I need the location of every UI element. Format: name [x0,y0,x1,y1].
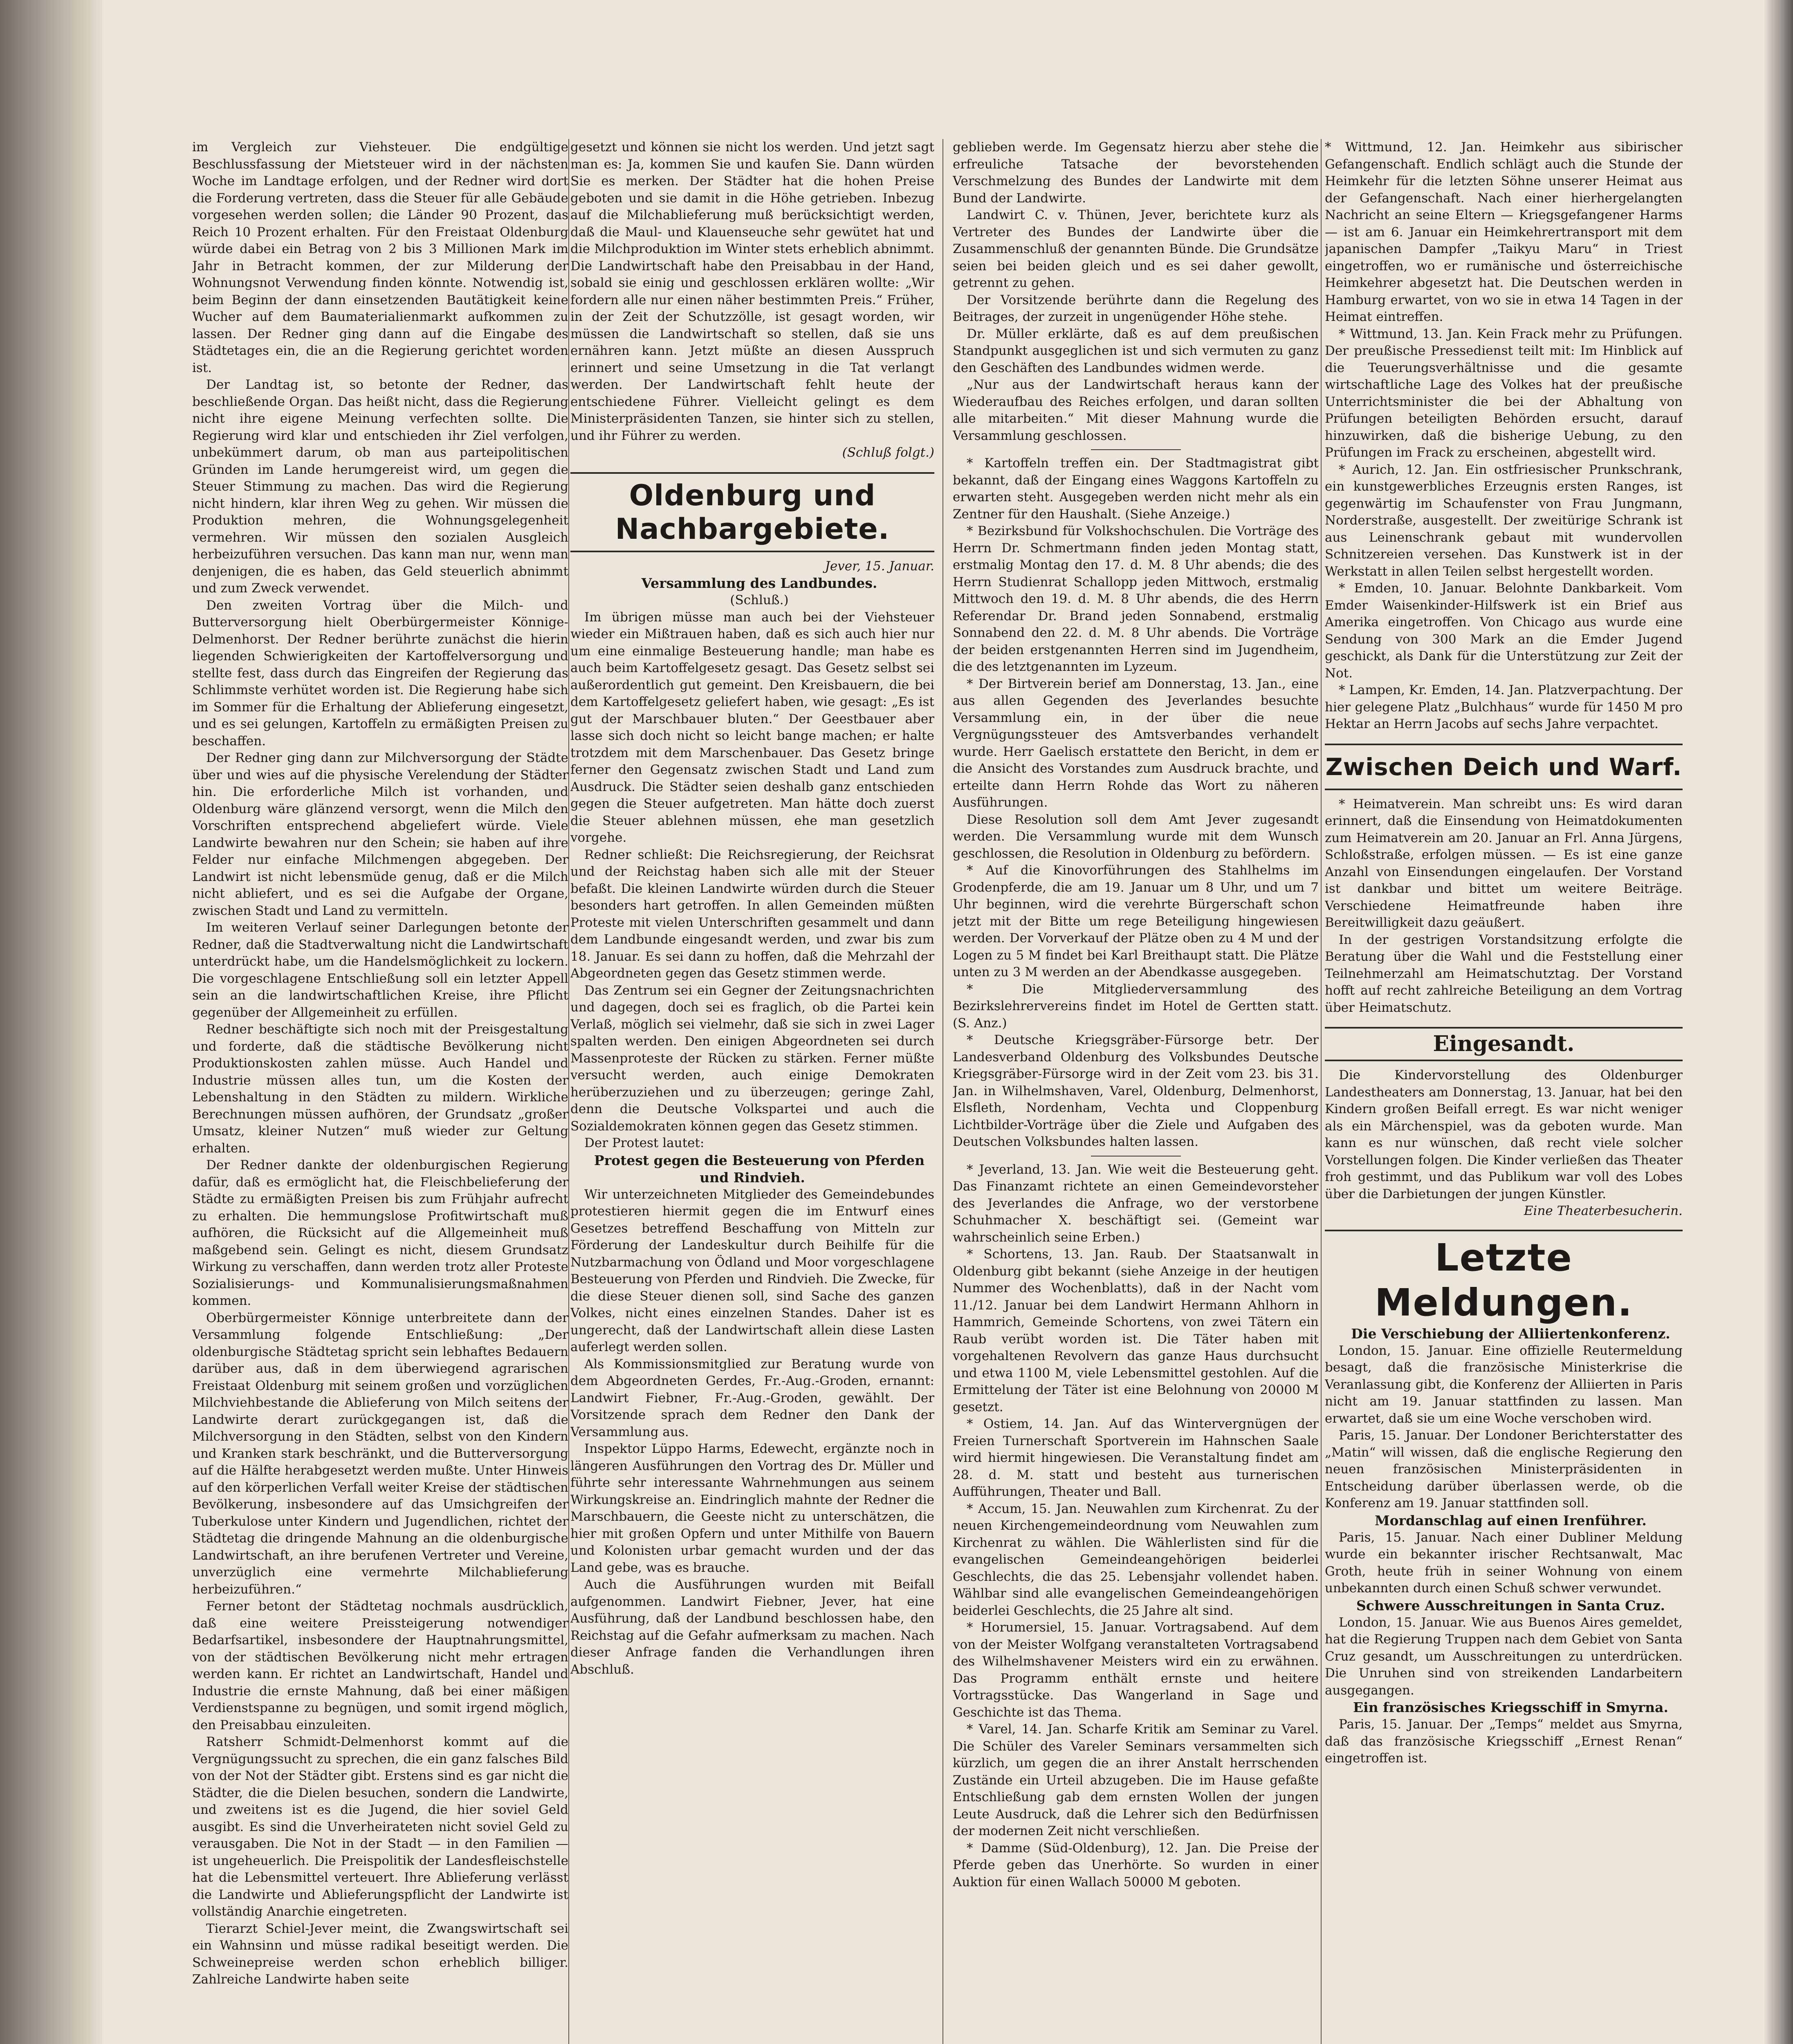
paragraph: geblieben werde. Im Gegensatz hierzu aber stehe die erfreuliche Tatsache der bevorstehenden Verschmelzung des Bundes der Landwirte mit dem Bund der Landwirte. [953,140,1319,206]
paragraph: Wir unterzeichneten Mitglieder des Gemeindebundes protestieren hiermit gegen die im Entwurf eines Gesetzes betreffend Beschaffung von Mitteln zur Förderung der Landeskultur durch Beihilfe für die Nutzbarmachung von Ödland und Moor vorgeschlagene Besteuerung von Pferden und Rindvieh. Die Zwecke, für die diese Steuer dienen soll, sind Sache des ganzen Volkes, nicht eines einzelnen Standes. Daher ist es ungerecht, daß der Landwirtschaft allein diese Lasten auferlegt werden sollen. [570,1187,934,1354]
news-item: * Heimatverein. Man schreibt uns: Es wird daran erinnert, daß die Einsendung von Heimatdokumenten zum Heimatverein am 20. Januar an Frl. Anna Jürgens, Schloßstraße, erfolgen müssen. — Es ist eine ganze Anzahl von Einsendungen eingelaufen. Der Vorstand ist dankbar und bittet um weitere Beiträge. Verschiedene Heimatfreunde haben ihre Bereitwilligkeit dazu geäußert. [1325,796,1683,930]
column-rule [568,139,569,2044]
paragraph: Der Redner dankte der oldenburgischen Regierung dafür, daß es ermöglicht hat, die Fleischbelieferung der Städte zu ermäßigten Preisen bis zum Frühjahr aufrecht zu erhalten. Die hemmungslose Profitwirtschaft muß aufhören, die Rücksicht auf die Allgemeinheit muß maßgebend sein. Gelingt es nicht, diesem Grundsatz Wirkung zu verschaffen, dann werden trotz aller Proteste Sozialisierungs- und Kommunalisierungsmaßnahmen kommen. [192,1158,568,1308]
news-headline: Mordanschlag auf einen Irenführer. [1375,1512,1647,1529]
eingesandt-title: Eingesandt. [1433,1031,1575,1056]
page-edge [1764,0,1793,2044]
news-item: Paris, 15. Januar. Der „Temps“ meldet aus Smyrna, daß das französische Kriegsschiff „Ernest Renan“ eingetroffen ist. [1325,1717,1683,1766]
news-item: * Auf die Kinovorführungen des Stahlhelms im Grodenpferde, die am 19. Januar um 8 Uhr, und um 7 Uhr beginnen, wird die verehrte Bürgerschaft schon jetzt mit der Bitte um rege Beteiligung hingewiesen werden. Der Vorverkauf der Plätze oben zu 4 M und der Logen zu 5 M findet bei Karl Breithaupt statt. Die Plätze unten zu 3 M werden an der Abendkasse ausgegeben. [953,863,1319,979]
paragraph: Im übrigen müsse man auch bei der Viehsteuer wieder ein Mißtrauen haben, daß es sich auch hier nur um eine einmalige Besteuerung handle; man habe es auch beim Kartoffelgesetz gesagt. Das Gesetz selbst sei außerordentlich gut gemeint. Den Kreisbauern, die bei dem Kartoffelgesetz geliefert haben, wie gesagt: „Es ist gut der Marschbauer bluten.“ Der Geestbauer aber lasse sich doch nicht so leicht bange machen; er halte trotzdem mit dem Marschenbauer. Das Gesetz bringe ferner den Gegensatz zwischen Stadt und Land zum Ausdruck. Die Städter seien deshalb ganz entschieden gegen die Steuer aufgetreten. Man hätte doch zuerst die Steuer ablehnen müssen, ehe man gesetzlich vorgehe. [570,610,934,845]
column-rule [1321,139,1322,2044]
news-item: * Deutsche Kriegsgräber-Fürsorge betr. Der Landesverband Oldenburg des Volksbundes Deutsche Kriegsgräber-Fürsorge wird in der Zeit vom 23. bis 31. Jan. in Wilhelmshaven, Varel, Oldenburg, Delmenhorst, Elsfleth, Nordenham, Vechta und Cloppenburg Lichtbilder-Vorträge über die Ziele und Aufgaben des Deutschen Volksbundes halten lassen. [953,1033,1319,1149]
column-3 [953,139,1319,2044]
paragraph: Der Landtag ist, so betonte der Redner, das beschließende Organ. Das heißt nicht, dass die Regierung nicht ihre eigene Meinung verfechten sollte. Die Regierung wird klar und entschieden ihr Ziel verfolgen, unbekümmert darum, ob man aus parteipolitischen Gründen im Lande herumgereist wird, um gegen die Steuer Stimmung zu machen. Das wird die Regierung nicht hindern, klar ihren Weg zu gehen. Wir müssen die Produktion mehren, die Wohnungsgelegenheit vermehren. Wir müssen den sozialen Ausgleich herbeizuführen versuchen. Das kann man nur, wenn man denjenigen, die es haben, das Geld steuerlich abnimmt und zum Zweck verwendet. [192,377,568,596]
paragraph: Im weiteren Verlauf seiner Darlegungen betonte der Redner, daß die Stadtverwaltung nicht die Landwirtschaft unterdrückt habe, um die Handelsmöglichkeit zu lockern. Die vorgeschlagene Entschließung soll ein letzter Appell sein an die landwirtschaftlichen Kreise, ihre Pflicht gegenüber der Allgemeinheit zu erfüllen. [192,920,568,1020]
paragraph: Der Vorsitzende berührte dann die Regelung des Beitrages, der zurzeit in ungenügender Höhe stehe. [953,292,1319,324]
section-title: Oldenburg und Nachbargebiete. [615,478,890,546]
section-title: Zwischen Deich und Warf. [1325,753,1682,781]
news-item: * Lampen, Kr. Emden, 14. Jan. Platzverpachtung. Der hier gelegene Platz „Bulchhaus“ wurde für 1450 M pro Hektar an Herrn Jacobs auf sechs Jahre verpachtet. [1325,683,1683,731]
news-item: * Damme (Süd-Oldenburg), 12. Jan. Die Preise der Pferde geben das Unerhörte. So wurden in einer Auktion für einen Wallach 50000 M geboten. [953,1840,1319,1889]
news-headline: Schwere Ausschreitungen in Santa Cruz. [1356,1597,1665,1614]
news-item: Diese Resolution soll dem Amt Jever zugesandt werden. Die Versammlung wurde mit dem Wunsch geschlossen, die Resolution in Oldenburg zu befördern. [953,812,1319,861]
article-subtitle: (Schluß.) [730,593,789,607]
eingesandt-header-box [1325,1027,1683,1061]
paragraph: im Vergleich zur Viehsteuer. Die endgültige Beschlussfassung der Mietsteuer wird in der nächsten Woche im Landtage erfolgen, und der Redner wird dort die Forderung vertreten, dass die Steuer für alle Gebäude vorgesehen werden sollen; die Länder 90 Prozent, das Reich 10 Prozent erhalten. Für den Freistaat Oldenburg würde dabei ein Betrag von 2 bis 3 Millionen Mark im Jahr in Betracht kommen, der zur Milderung der Wohnungsnot Verwendung finden könnte. Notwendig ist, beim Beginn der dann einsetzenden Bautätigkeit keine Wucher auf dem Baumaterialienmarkt aufkommen zu lassen. Der Redner ging dann auf die Eingabe des Städtetages ein, die an die Regierung gerichtet worden ist. [192,140,568,375]
paragraph: Der Protest lautet: [584,1136,705,1150]
news-item: * Varel, 14. Jan. Scharfe Kritik am Seminar zu Varel. Die Schüler des Vareler Seminars versammelten sich kürzlich, um gegen die an ihrer Anstalt herrschenden Zustände ein Urteil abzugeben. Die im Hause gefaßte Entschließung gab dem ernsten Wollen der jungen Leute Ausdruck, daß die Lehrer sich den Bedürfnissen der modernen Zeit nicht verschließen. [953,1722,1319,1838]
paragraph: Als Kommissionsmitglied zur Beratung wurde von dem Abgeordneten Gerdes, Fr.-Aug.-Groden, ernannt: Landwirt Fiebner, Fr.-Aug.-Groden, gewählt. Der Vorsitzende sprach dem Redner den Dank der Versammlung aus. [570,1356,934,1439]
news-item: * Wittmund, 13. Jan. Kein Frack mehr zu Prüfungen. Der preußische Pressedienst teilt mit: Im Hinblick auf die Teuerungsverhältnisse und die gesamte wirtschaftliche Lage des Volkes hat der preußische Unterrichtsminister die bei der Abhaltung von Prüfungen beteiligten Behörden ersucht, darauf hinzuwirken, daß die bisherige Uebung, zu den Prüfungen im Frack zu erscheinen, abgestellt wird. [1325,326,1683,460]
news-item: * Ostiem, 14. Jan. Auf das Wintervergnügen der Freien Turnerschaft Sportverein im Hahnschen Saale wird hiermit hingewiesen. Die Veranstaltung findet am 28. d. M. statt und besteht aus turnerischen Aufführungen, Theater und Ball. [953,1416,1319,1499]
news-item: Paris, 15. Januar. Der Londoner Berichterstatter des „Matin“ will wissen, daß die englische Regierung den neuen französischen Ministerpräsidenten in Entscheidung darüber überlassen werde, ob die Konferenz am 19. Januar stattfinden soll. [1325,1428,1683,1511]
news-item: * Der Birtverein berief am Donnerstag, 13. Jan., eine aus allen Gegenden des Jeverlandes besuchte Versammlung ein, in der über die neue Vergnügungssteuer des Amtsverbandes verhandelt wurde. Herr Gaelisch erstattete den Bericht, in dem er die Ansicht des Vorstandes zum Ausdruck brachte, und erteilte dann Herrn Rohde das Wort zu näheren Ausführungen. [953,676,1319,810]
section-header-box [570,472,934,552]
paragraph: Landwirt C. v. Thünen, Jever, berichtete kurz als Vertreter des Bundes der Landwirte über die Zusammenschluß der genannten Bünde. Die Grundsätze seien bei beiden gleich und es sei daher gewollt, getrennt zu gehen. [953,208,1319,290]
news-item: * Schortens, 13. Jan. Raub. Der Staatsanwalt in Oldenburg gibt bekannt (siehe Anzeige in der heutigen Nummer des Wochenblatts), daß in der Nacht vom 11./12. Januar bei dem Landwirt Hermann Ahlhorn in Hammrich, Gemeinde Schortens, von zwei Tätern ein Raub verübt worden ist. Die Täter haben mit vorgehaltenen Revolvern das ganze Haus durchsucht und etwa 1100 M, viele Lebensmittel gestohlen. Auf die Ermittelung der Täter ist eine Belohnung von 20000 M gesetzt. [953,1247,1319,1414]
section-header-box [1325,744,1683,790]
column-2 [570,139,934,2044]
column-4 [1325,139,1683,2044]
news-item: * Accum, 15. Jan. Neuwahlen zum Kirchenrat. Zu der neuen Kirchengemeindeordnung vom Neuwahlen zum Kirchenrat zu wählen. Die Wählerlisten sind für die evangelischen Gemeindeangehörigen beiderlei Geschlechts, die das 25. Lebensjahr vollendet haben. Wählbar sind alle evangelischen Gemeindeangehörigen beiderlei Geschlechts, die 25 Jahre alt sind. [953,1501,1319,1618]
paragraph: Dr. Müller erklärte, daß es auf dem preußischen Standpunkt ausgeglichen ist und sich vermuten zu ganz den Geschäften des Landbundes widmen werde. [953,326,1319,375]
paragraph: Auch die Ausführungen wurden mit Beifall aufgenommen. Landwirt Fiebner, Jever, hat eine Ausführung, daß der Landbund beschlossen habe, den Reichstag auf die Gefahr aufmerksam zu machen. Nach dieser Anfrage fanden die Verhandlungen ihren Abschluß. [570,1577,934,1677]
paragraph: Die Kindervorstellung des Oldenburger Landestheaters am Donnerstag, 13. Januar, hat bei den Kindern großen Beifall erregt. Es war nicht weniger als ein Märchenspiel, was da geboten wurde. Man kann es nur wünschen, daß recht viele solcher Vorstellungen folgen. Die Kinder verließen das Theater froh gestimmt, und das Publikum war voll des Lobes über die Darbietungen der jungen Künstler. [1325,1068,1683,1201]
paragraph: Ratsherr Schmidt-Delmenhorst kommt auf die Vergnügungssucht zu sprechen, die ein ganz falsches Bild von der Not der Städter gibt. Erstens sind es gar nicht die Städter, die die Dielen besuchen, sondern die Landwirte, und zweitens ist es die Jugend, die hier soviel Geld ausgibt. Es sind die Unverheirateten nicht soviel Geld zu verausgaben. Die Not in der Stadt — in den Familien — ist ungeheuerlich. Die Preispolitik der Landesfleischstelle hat die Lebensmittel verteuert. Ihre Ablieferung verlässt die Landwirte und Ablieferungspflicht der Landwirte ist vollständig Anarchie eingetreten. [192,1735,568,1919]
binding-shadow [0,0,102,2044]
divider [1091,449,1181,450]
paragraph: Redner beschäftigte sich noch mit der Preisgestaltung und forderte, daß die städtische Bevölkerung nicht Produktionskosten zahlen müsse. Auch Handel und Industrie müssen alles tun, um die Kosten der Lebenshaltung in den Städten zu mildern. Wirkliche Berechnungen müssen aufhören, der Grundsatz „großer Umsatz, kleiner Nutzen“ muß wieder zur Geltung erhalten. [192,1022,568,1156]
protest-title: Protest gegen die Besteuerung von Pferden und Rindvieh. [594,1152,925,1186]
continued-note: (Schluß folgt.) [842,445,934,460]
signature: Eine Theaterbesucherin. [1524,1204,1683,1218]
news-item: * Die Mitgliederversammlung des Bezirkslehrervereins findet im Hotel de Gertten statt. (S. Anz.) [953,982,1319,1031]
news-item: * Emden, 10. Januar. Belohnte Dankbarkeit. Vom Emder Waisenkinder-Hilfswerk ist ein Brief aus Amerika eingetroffen. Von Chicago aus wurde eine Sendung von 300 Mark an die Emder Jugend geschickt, als Dank für die Unterstützung zur Zeit der Not. [1325,581,1683,681]
news-item: Paris, 15. Januar. Nach einer Dubliner Meldung wurde ein bekannter irischer Rechtsanwalt, Mac Groth, heute früh in seiner Wohnung von einem unbekannten durch einen Schuß schwer verwundet. [1325,1530,1683,1596]
paragraph: Tierarzt Schiel-Jever meint, die Zwangswirtschaft sei ein Wahnsinn und müsse radikal beseitigt werden. Die Schweinepreise werden schon erheblich billiger. Zahlreiche Landwirte haben seite [192,1921,568,1987]
news-item: * Wittmund, 12. Jan. Heimkehr aus sibirischer Gefangenschaft. Endlich schlägt auch die Stunde der Heimkehr für die letzten Söhne unserer Heimat aus der Gefangenschaft. Nach einer hierhergelangten Nachricht an seine Eltern — Kriegsgefangener Harms — ist am 6. Januar ein Heimkehrertransport mit dem japanischen Dampfer „Taikyu Maru“ in Triest eingetroffen, wo er rumänische und österreichische Heimkehrer abgesetzt hat. Die Deutschen werden in Hamburg erwartet, von wo sie in etwa 14 Tagen in der Heimat eintreffen. [1325,140,1683,324]
column-1 [192,139,568,2044]
dateline: Jever, 15. Januar. [825,558,934,574]
news-item: London, 15. Januar. Eine offizielle Reutermeldung besagt, daß die französische Ministerkrise die Veranlassung gibt, die Konferenz der Alliierten in Paris nicht am 19. Januar stattfinden zu lassen. Man erwartet, daß sie um eine Woche verschoben wird. [1325,1343,1683,1426]
paragraph: Ferner betont der Städtetag nochmals ausdrücklich, daß eine weitere Preissteigerung notwendiger Bedarfsartikel, insbesondere der Hauptnahrungsmittel, von der städtischen Bevölkerung nicht mehr ertragen werden kann. Er richtet an Landwirtschaft, Handel und Industrie die ernste Mahnung, daß bei einer mäßigen Verdienstspanne zu begnügen, und somit irgend möglich, den Preisabbau einzuleiten. [192,1599,568,1732]
letzte-title: Letzte Meldungen. [1374,1235,1633,1325]
news-item: * Horumersiel, 15. Januar. Vortragsabend. Auf dem von der Meister Wolfgang veranstalteten Vortragsabend des Wilhelmshavener Meisters wird ein zu erwähnen. Das Programm enthält ernste und heitere Vortragsstücke. Das Wangerland in Sage und Geschichte ist das Thema. [953,1620,1319,1720]
news-item: In der gestrigen Vorstandsitzung erfolgte die Beratung über die Wahl und die Feststellung einer Teilnehmerzahl am Heimatschutztag. Der Vorstand hofft auf recht zahlreiche Beteiligung an dem Vortrag über Heimatschutz. [1325,932,1683,1015]
letzte-header-box [1325,1230,1683,1325]
article-title: Versammlung des Landbundes. [641,575,877,591]
news-item: London, 15. Januar. Wie aus Buenos Aires gemeldet, hat die Regierung Truppen nach dem Gebiet von Santa Cruz gesandt, um Ausschreitungen zu unterdrücken. Die Unruhen sind von streikenden Landarbeitern ausgegangen. [1325,1615,1683,1698]
paragraph: Den zweiten Vortrag über die Milch- und Butterversorgung hielt Oberbürgermeister Könnige-Delmenhorst. Der Redner berührte zunächst die hierin liegenden Schwierigkeiten der Kartoffelversorgung und stellte fest, dass durch das Eingreifen der Regierung das Schlimmste verhütet worden ist. Die Regierung habe sich im Sommer für die Erhaltung der Ablieferung eingesetzt, und es sei gelungen, Kartoffeln zu ermäßigten Preisen zu beschaffen. [192,598,568,749]
paragraph: Oberbürgermeister Könnige unterbreitete dann der Versammlung folgende Entschließung: „Der oldenburgische Städtetag spricht sein lebhaftes Bedauern darüber aus, daß in dem überwiegend agrarischen Freistaat Oldenburg mit seinem großen und vorzüglichen Milchviehbestande die Ablieferung von Milch seitens der Landwirte derart zurückgegangen ist, daß die Milchversorgung in den Städten, selbst von den Kindern und Kranken stark beschränkt, und die Butterversorgung auf die Hälfte herabgesetzt werden mußte. Unter Hinweis auf den körperlichen Verfall weiter Kreise der städtischen Bevölkerung, insbesondere auf das Umsichgreifen der Tuberkulose unter Kindern und Jugendlichen, richtet der Städtetag die dringende Mahnung an die oldenburgische Landwirtschaft, an ihre berufenen Vertreter und Vereine, unverzüglich eine vermehrte Milchablieferung herbeizuführen.“ [192,1310,568,1597]
news-item: * Jeverland, 13. Jan. Wie weit die Besteuerung geht. Das Finanzamt richtete an einen Gemeindevorsteher des Jeverlandes die Anfrage, wo der verstorbene Schuhmacher X. beschäftigt sei. (Gemeint war wahrscheinlich seine Erben.) [953,1162,1319,1245]
news-item: * Bezirksbund für Volkshochschulen. Die Vorträge des Herrn Dr. Schmertmann finden jeden Montag statt, erstmalig Montag den 17. d. M. 8 Uhr abends; die des Herrn Studienrat Schallopp jeden Mittwoch, erstmalig Mittwoch den 19. d. M. 8 Uhr abends, die des Herrn Referendar Dr. Brand jeden Sonnabend, erstmalig Sonnabend den 22. d. M. 8 Uhr abends. Die Vorträge der beiden erstgenannten Herren sind im Jugendheim, die des letztgenannten im Lyzeum. [953,524,1319,674]
paragraph: Der Redner ging dann zur Milchversorgung der Städte über und wies auf die physische Verelendung der Städter hin. Die erforderliche Milch ist vorhanden, und Oldenburg wäre glänzend versorgt, wenn die Milch den Vorschriften entsprechend abgeliefert würde. Viele Landwirte bewahren nur den Schein; sie haben auf ihre Felder nur einfache Milchmengen abgegeben. Der Landwirt ist nicht lebensmüde genug, daß er die Milch nicht abliefert, und es sei die Aufgabe der Organe, zwischen Stadt und Land zu vermitteln. [192,751,568,918]
news-headline: Die Verschiebung der Alliiertenkonferenz. [1351,1325,1670,1342]
news-item: * Kartoffeln treffen ein. Der Stadtmagistrat gibt bekannt, daß der Eingang eines Waggons Kartoffeln zu erwarten steht. Ausgegeben werden nicht mehr als ein Zentner für den Haushalt. (Siehe Anzeige.) [953,456,1319,522]
paragraph: gesetzt und können sie nicht los werden. Und jetzt sagt man es: Ja, kommen Sie und kaufen Sie. Dann würden Sie es merken. Der Städter hat die hohen Preise geboten und sie damit in die Höhe getrieben. Inbezug auf die Milchablieferung muß berücksichtigt werden, daß die Maul- und Klauenseuche sehr gewütet hat und die Milchproduktion im Winter stets erheblich abnimmt. Die Landwirtschaft habe den Preisabbau in der Hand, sobald sie einig und geschlossen erklären wollte: „Wir fordern alle nur einen näher bestimmten Preis.“ Früher, in der Zeit der Schutzzölle, ist gesagt worden, wir müssen die Landwirtschaft so stellen, daß sie uns ernähren kann. Jetzt müßte an diesen Ausspruch erinnert und seine Umsetzung in die Tat verlangt werden. Der Landwirtschaft fehlt heute der entschiedene Führer. Vielleicht gelingt es dem Ministerpräsidenten Tanzen, sie hinter sich zu stellen, und ihr Führer zu werden. [570,140,934,443]
paragraph: „Nur aus der Landwirtschaft heraus kann der Wiederaufbau des Reiches erfolgen, und daran sollten alle mitarbeiten.“ Mit dieser Mahnung wurde die Versammlung geschlossen. [953,377,1319,443]
paragraph: Inspektor Lüppo Harms, Edewecht, ergänzte noch in längeren Ausführungen den Vortrag des Dr. Müller und führte sehr interessante Wahrnehmungen aus seinem Wirkungskreise an. Eindringlich mahnte der Redner die Marschbauern, die Geeste nicht zu unterschätzen, die hier mit großen Opfern und unter Mithilfe von Bauern und Kolonisten urbar gemacht wurden und der das Land gebe, was es brauche. [570,1441,934,1575]
paragraph: Redner schließt: Die Reichsregierung, der Reichsrat und der Reichstag haben sich alle mit der Steuer befaßt. Die kleinen Landwirte würden durch die Steuer besonders hart getroffen. In allen Gemeinden müßten Proteste mit vielen Unterschriften gesammelt und dann dem Landbunde eingesandt werden, und zwar bis zum 18. Januar. Es sei dann zu hoffen, daß die Mehrzahl der Abgeordneten gegen das Gesetz stimmen werde. [570,847,934,981]
paragraph: Das Zentrum sei ein Gegner der Zeitungsnachrichten und dagegen, doch sei es fraglich, ob die Partei kein Verlaß, möglich sei vielmehr, daß sie sich in zwei Lager spalten werden. Den einigen Abgeordneten sei durch Massenproteste der Rücken zu stärken. Ferner müßte versucht werden, auch einige Demokraten herüberzuziehen und zu überzeugen; geringe Zahl, denn die Deutsche Volkspartei und auch die Sozialdemokraten können gegen das Gesetz stimmen. [570,983,934,1134]
news-item: * Aurich, 12. Jan. Ein ostfriesischer Prunkschrank, ein kunstgewerbliches Erzeugnis ersten Ranges, ist gegenwärtig im Schaufenster von Frau Jungmann, Norderstraße, ausgestellt. Der zweitürige Schrank ist aus Leinenschrank gebaut mit wundervollen Schnitzereien versehen. Das Kunstwerk ist in der Werkstatt in allen Teilen selbst hergestellt worden. [1325,462,1683,579]
news-headline: Ein französisches Kriegsschiff in Smyrna. [1353,1699,1668,1715]
